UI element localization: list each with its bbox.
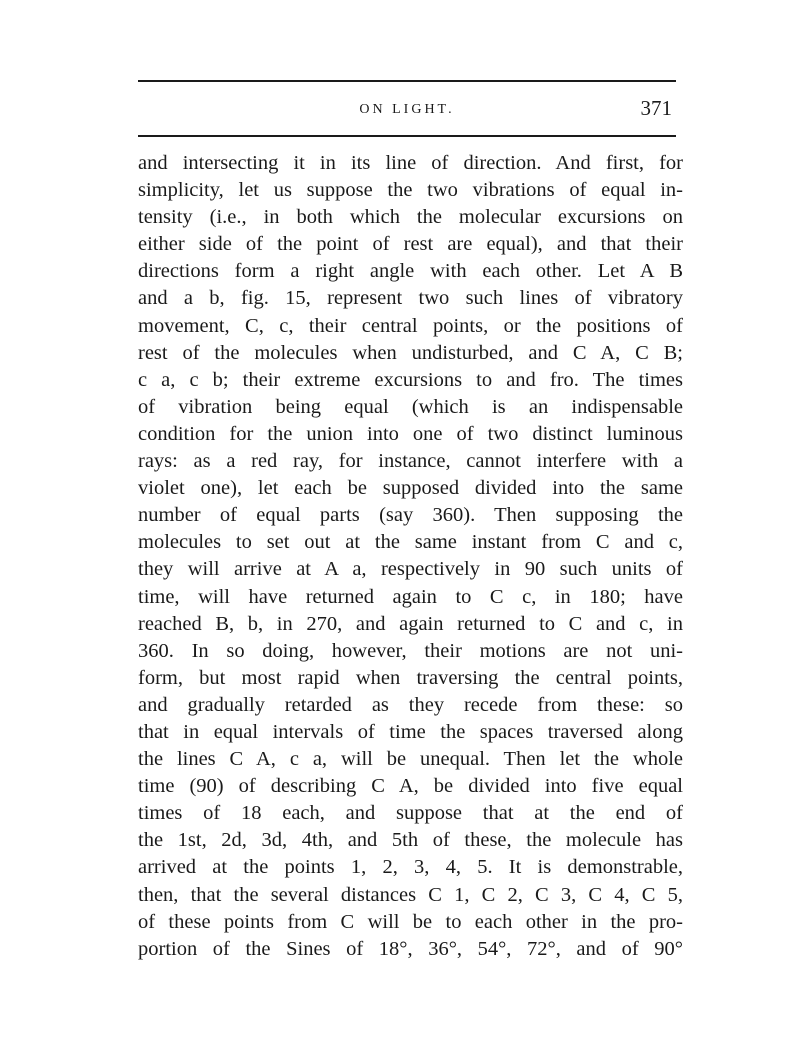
text-line: and a b, fig. 15, represent two such lines of vibratory: [138, 287, 683, 310]
page-number: 371: [640, 96, 672, 120]
text-line: the 1st, 2d, 3d, 4th, and 5th of these, the molecule has: [138, 829, 683, 852]
text-line: condition for the union into one of two distinct luminous: [138, 422, 683, 445]
running-head: [138, 96, 676, 124]
text-line: simplicity, let us suppose the two vibrations of equal in-: [138, 179, 683, 202]
text-line: either side of the point of rest are equal), and that their: [138, 233, 683, 256]
header-rule-top: [138, 80, 676, 82]
text-line: rest of the molecules when undisturbed, and C A, C B;: [138, 341, 683, 364]
text-line: violet one), let each be supposed divided into the same: [138, 477, 683, 500]
text-line: tensity (i.e., in both which the molecular excursions on: [138, 206, 683, 229]
text-line: of these points from C will be to each other in the pro-: [138, 910, 683, 933]
text-line: 360. In so doing, however, their motions are not uni-: [138, 639, 683, 662]
header-rule-bottom: [138, 135, 676, 137]
text-line: directions form a right angle with each other. Let A B: [138, 260, 683, 283]
text-line: the lines C A, c a, will be unequal. Then let the whole: [138, 748, 683, 771]
text-line: rays: as a red ray, for instance, cannot interfere with a: [138, 450, 683, 473]
text-line: molecules to set out at the same instant from C and c,: [138, 531, 683, 554]
text-line: of vibration being equal (which is an indispensable: [138, 395, 683, 418]
text-line: and intersecting it in its line of direction. And first, for: [138, 152, 683, 174]
running-head-title: ON LIGHT.: [359, 102, 455, 117]
text-line: reached B, b, in 270, and again returned to C and c, in: [138, 612, 683, 635]
text-line: then, that the several distances C 1, C 2, C 3, C 4, C 5,: [138, 883, 683, 906]
text-line: form, but most rapid when traversing the central points,: [138, 666, 683, 689]
text-line: time (90) of describing C A, be divided into five equal: [138, 775, 683, 798]
body-text: [138, 150, 683, 963]
text-line: number of equal parts (say 360). Then supposing the: [138, 504, 683, 527]
text-line: that in equal intervals of time the spaces traversed along: [138, 720, 683, 743]
text-line: movement, C, c, their central points, or the positions of: [138, 314, 683, 337]
text-line: times of 18 each, and suppose that at the end of: [138, 802, 683, 825]
text-line: portion of the Sines of 18°, 36°, 54°, 72°, and of 90°: [138, 937, 683, 960]
text-line: time, will have returned again to C c, in 180; have: [138, 585, 683, 608]
text-line: and gradually retarded as they recede from these: so: [138, 693, 683, 716]
text-line: they will arrive at A a, respectively in 90 such units of: [138, 558, 683, 581]
text-line: arrived at the points 1, 2, 3, 4, 5. It is demonstrable,: [138, 856, 683, 879]
text-line: c a, c b; their extreme excursions to and fro. The times: [138, 368, 683, 391]
